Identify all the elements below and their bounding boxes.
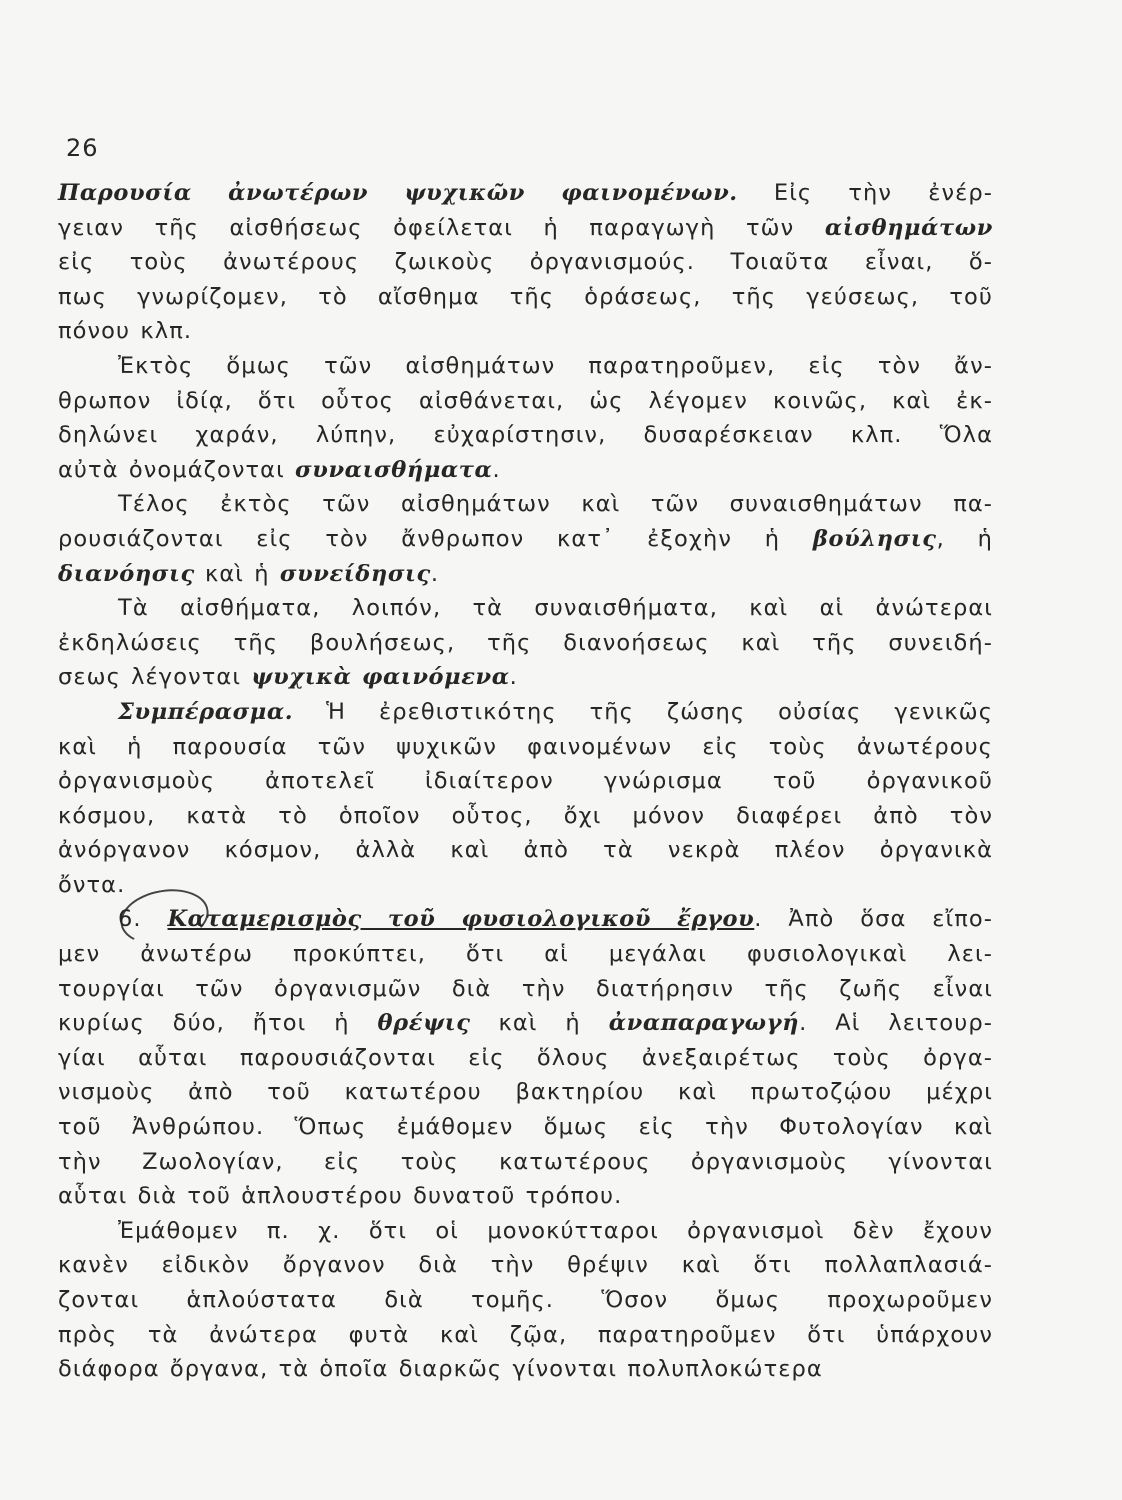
text-line (58, 1283, 993, 1318)
emphasis-text: βούλησις (812, 525, 937, 552)
emphasis-text: θρέψις (377, 1010, 471, 1037)
text-run: πόνου κλπ. (58, 318, 193, 345)
text-run: Ἡ ἐρεθιστικότης τῆς ζώσης οὐσίας γενικῶς (293, 698, 993, 725)
text-run: αὗται διὰ τοῦ ἁπλουστέρου δυνατοῦ τρόπου. (58, 1183, 623, 1210)
text-line (58, 314, 993, 349)
text-line (58, 211, 993, 246)
text-line (58, 626, 993, 661)
emphasis-text: ψυχικὰ φαινόμενα (251, 664, 510, 691)
text-run: . Ἀπὸ ὅσα εἴπο- (754, 906, 993, 933)
text-line (58, 1214, 993, 1249)
text-line (58, 868, 993, 903)
emphasis-text: Παρουσία ἀνωτέρων ψυχικῶν φαινομένων. (58, 180, 738, 206)
text-run: ὄντα. (58, 871, 126, 898)
text-run: γίαι αὗται παρουσιάζονται εἰς ὅλους ἀνεξαιρέτως τοὺς ὀργα- (58, 1044, 993, 1071)
text-run: τοῦ Ἀνθρώπου. Ὅπως ἐμάθομεν ὅμως εἰς τὴν Φυτολογίαν καὶ (58, 1114, 993, 1141)
text-line (58, 764, 993, 799)
text-run: Τὰ αἰσθήματα, λοιπόν, τὰ συναισθήματα, καὶ αἱ ἀνώτεραι (118, 595, 993, 622)
text-run: νισμοὺς ἀπὸ τοῦ κατωτέρου βακτηρίου καὶ πρωτοζῴου μέχρι (58, 1079, 993, 1106)
text-run: Ἐκτὸς ὅμως τῶν αἰσθημάτων παρατηροῦμεν, εἰς τὸν ἄν- (118, 352, 993, 379)
text-run: . (492, 456, 501, 483)
text-run: . (509, 664, 518, 691)
text-line (58, 1145, 993, 1180)
text-run: πως γνωρίζομεν, τὸ αἴσθημα τῆς ὁράσεως, τῆς γεύσεως, τοῦ (58, 283, 993, 310)
text-run: καὶ ἡ (470, 1010, 609, 1037)
text-run: Ἐμάθομεν π. χ. ὅτι οἱ μονοκύτταροι ὀργανισμοὶ δὲν ἔχουν (118, 1217, 993, 1244)
text-line (58, 487, 993, 522)
text-run: αὐτὰ ὀνομάζονται (58, 456, 296, 483)
text-run: , ἡ (936, 525, 993, 552)
text-line (58, 972, 993, 1007)
text-run: μεν ἀνωτέρω προκύπτει, ὅτι αἱ μεγάλαι φυσιολογικαὶ λει- (58, 941, 993, 968)
text-line (58, 1041, 993, 1076)
text-run: Τέλος ἐκτὸς τῶν αἰσθημάτων καὶ τῶν συναισθημάτων πα- (118, 491, 993, 518)
text-line (58, 1248, 993, 1283)
text-run: κυρίως δύο, ἤτοι ἡ (58, 1010, 378, 1037)
text-run: . (430, 560, 440, 587)
text-line (58, 557, 993, 592)
text-line (58, 453, 993, 488)
text-line (58, 522, 993, 557)
text-run: τὴν Ζωολογίαν, εἰς τοὺς κατωτέρους ὀργανισμοὺς γίνονται (58, 1148, 993, 1175)
text-line (58, 418, 993, 453)
emphasis-text: ἀναπαραγωγή (608, 1010, 800, 1037)
text-line (58, 176, 993, 211)
text-line (58, 1075, 993, 1110)
text-run: τουργίαι τῶν ὀργανισμῶν διὰ τὴν διατήρησιν τῆς ζωῆς εἶναι (58, 975, 993, 1002)
text-run: ρουσιάζονται εἰς τὸν ἄνθρωπον κατ᾽ ἐξοχὴν ἡ (58, 525, 813, 552)
text-line (58, 1318, 993, 1353)
text-run: δηλώνει χαράν, λύπην, εὐχαρίστησιν, δυσαρέσκειαν κλπ. Ὅλα (58, 422, 993, 449)
text-run: γειαν τῆς αἰσθήσεως ὀφείλεται ἡ παραγωγὴ τῶν (58, 214, 825, 241)
emphasis-text: διανόησις (58, 560, 195, 587)
page-number: 26 (66, 134, 99, 162)
text-line (58, 902, 993, 937)
text-run: εἰς τοὺς ἀνωτέρους ζωικοὺς ὀργανισμούς. Τοιαῦτα εἶναι, ὅ- (58, 249, 993, 276)
text-run: ἀνόργανον κόσμον, ἀλλὰ καὶ ἀπὸ τὰ νεκρὰ πλέον ὀργανικὰ (58, 837, 993, 864)
text-run: Εἰς τὴν ἐνέρ- (737, 180, 993, 206)
text-run: πρὸς τὰ ἀνώτερα φυτὰ καὶ ζῷα, παρατηροῦμεν ὅτι ὑπάρχουν (58, 1321, 993, 1348)
text-line (58, 1179, 993, 1214)
text-line (58, 1352, 993, 1387)
text-line (58, 1110, 993, 1145)
text-run: διάφορα ὄργανα, τὰ ὁποῖα διαρκῶς γίνονται πολυπλοκώτερα (58, 1356, 823, 1383)
text-run: . Αἱ λειτουρ- (799, 1010, 994, 1037)
text-run: ζονται ἁπλούστατα διὰ τομῆς. Ὅσον ὅμως προχωροῦμεν (58, 1287, 993, 1313)
text-run: καὶ ἡ (194, 560, 280, 587)
text-run: ἐκδηλώσεις τῆς βουλήσεως, τῆς διανοήσεως καὶ τῆς συνειδή- (58, 629, 993, 656)
text-line (58, 1006, 993, 1041)
text-line (58, 799, 993, 834)
text-run: σεως λέγονται (58, 664, 252, 691)
text-line (58, 349, 993, 384)
text-line (58, 591, 993, 626)
text-run: κόσμου, κατὰ τὸ ὁποῖον οὗτος, ὄχι μόνον διαφέρει ἀπὸ τὸν (58, 802, 993, 829)
text-line (58, 384, 993, 419)
body-text (58, 176, 993, 1387)
emphasis-text: Συμπέρασμα. (118, 698, 294, 725)
text-run: κανὲν εἰδικὸν ὄργανον διὰ τὴν θρέψιν καὶ ὅτι πολλαπλασιά- (58, 1252, 993, 1279)
emphasis-text: Καταμερισμὸς τοῦ φυσιολογικοῦ ἔργου (167, 906, 755, 933)
text-run: ὀργανισμοὺς ἀποτελεῖ ἰδιαίτερον γνώρισμα τοῦ ὀργανικοῦ (58, 768, 993, 795)
text-run: θρωπον ἰδίᾳ, ὅτι οὗτος αἰσθάνεται, ὡς λέγομεν κοινῶς, καὶ ἐκ- (58, 387, 993, 414)
text-line (58, 660, 993, 695)
emphasis-text: αἰσθημάτων (824, 214, 993, 241)
text-line (58, 245, 993, 280)
text-run: 6. (118, 906, 168, 933)
text-line (58, 730, 993, 765)
text-line (58, 280, 993, 315)
emphasis-text: συνείδησις (279, 560, 431, 587)
text-line (58, 695, 993, 730)
text-line (58, 833, 993, 868)
emphasis-text: συναισθήματα (295, 456, 493, 483)
text-line (58, 937, 993, 972)
text-run: καὶ ἡ παρουσία τῶν ψυχικῶν φαινομένων εἰς τοὺς ἀνωτέρους (58, 733, 993, 760)
